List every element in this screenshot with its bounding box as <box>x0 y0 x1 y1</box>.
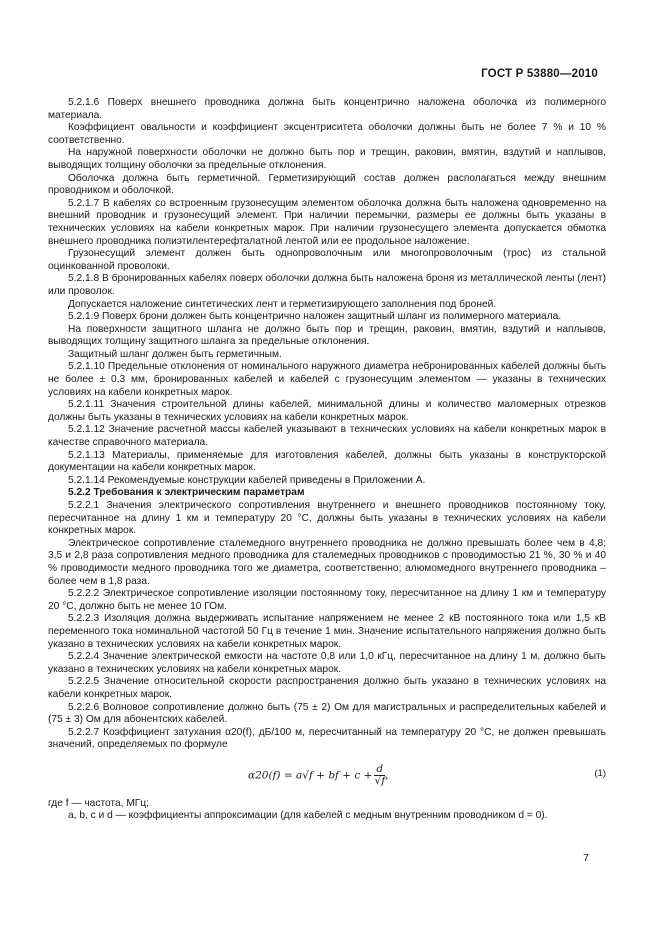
paragraph: Допускается наложение синтетических лент и герметизирующего заполнения под броней. <box>68 298 497 310</box>
paragraph: Оболочка должна быть герметичной. Герметизирующий состав должен располагаться между внешним проводником и оболочкой. <box>48 172 606 197</box>
paragraph: Грузонесущий элемент должен быть однопроволочным или многопроволочным (трос) из стальной оцинкованной проволоки. <box>48 248 606 272</box>
paragraph: 5.2.1.8 В бронированных кабелях поверх оболочки должна быть наложена броня из металлической ленты (лент) или проволок. <box>48 273 606 297</box>
paragraph: 5.2.1.12 Значение расчетной массы кабелей указывают в технических условиях на кабели конкретных марок в качестве справочного материала. <box>48 424 606 449</box>
formula-numerator: d <box>376 762 384 775</box>
paragraph: 5.2.1.9 Поверх брони должен быть концентрично наложен защитный шланг из полимерного материала. <box>68 311 562 323</box>
paragraph: Электрическое сопротивление сталемедного внутреннего проводника не должно превышать более чем в 4,8; 3,5 и 2,8 раза сопротивления медного проводника для сталемедных проводников с проводимостью 21 %, 30 % и 40 % проводимости медного проводника того же диаметра, соответственно; алюмомедного внутреннего проводника – более чем в 1,8 раза. <box>48 537 606 587</box>
definition-f: где f — частота, МГц; <box>48 797 149 809</box>
paragraph: 5.2.2.5 Значение относительной скорости распространения должно быть указано в технических условиях на кабели конкретных марок. <box>48 676 606 700</box>
paragraph: 5.2.2.1 Значения электрического сопротивления внутреннего и внешнего проводников постоянному току, пересчитанное на длину 1 км и температуру 20 °С, должны быть указаны в технических условиях на кабели конкретных марок. <box>48 500 606 537</box>
equation-number: (1) <box>594 767 606 779</box>
formula-tail: , <box>385 769 389 782</box>
paragraph: 5.2.1.6 Поверх внешнего проводника должна быть концентрично наложена оболочка из полимерного материала. <box>48 97 606 121</box>
paragraph: 5.2.2.6 Волновое сопротивление должно быть (75 ± 2) Ом для магистральных и распределительных кабелей и (75 ± 3) Ом для абонентских кабелей. <box>48 701 606 726</box>
paragraph: Коэффициент овальности и коэффициент эксцентриситета оболочки должны быть не более 7 % и 10 % соответственно. <box>48 122 606 146</box>
paragraph: 5.2.1.10 Предельные отклонения от номинального наружного диаметра небронированных кабелей должны быть не более ± 0,3 мм, бронированных кабелей и кабелей с грузонесущим элементом — указаны в технических условиях на кабели конкретных марок. <box>48 361 606 398</box>
paragraph: 5.2.2.7 Коэффициент затухания α20(f), дБ/100 м, пересчитанный на температуру 20 °С, не должен превышать значений, определяемых по формуле <box>48 726 606 751</box>
paragraph: 5.2.1.11 Значения строительной длины кабелей, минимальной длины и количество маломерных отрезков должны быть указаны в технических условиях на кабели конкретных марок. <box>48 399 606 423</box>
paragraph: 5.2.2.2 Электрическое сопротивление изоляции постоянному току, пересчитанное на длину 1 км и температуру 20 °С, должно быть не менее 10 ГОм. <box>48 588 606 612</box>
formula-lhs: α20(f) = a√f + bf + c + <box>248 769 373 782</box>
document-code: ГОСТ Р 53880—2010 <box>481 68 598 80</box>
section-heading: 5.2.2 Требования к электрическим параметрам <box>68 487 305 499</box>
formula-block <box>48 756 606 796</box>
page-body <box>48 97 606 823</box>
formula-expression <box>248 764 389 787</box>
definition-abcd: a, b, c и d — коэффициенты аппроксимации (для кабелей с медным внутренним проводником d = 0). <box>68 810 548 822</box>
paragraph: На наружной поверхности оболочки не должно быть пор и трещин, раковин, вмятин, вздутий и наплывов, выводящих толщину оболочки за предельные отклонения. <box>48 147 606 171</box>
formula-denominator: √f <box>374 774 386 787</box>
paragraph: На поверхности защитного шланга не должно быть пор и трещин, раковин, вмятин, вздутий и наплывов, выводящих толщину защитного шланга за предельные отклонения. <box>48 323 606 348</box>
paragraph: Защитный шланг должен быть герметичным. <box>68 348 282 360</box>
paragraph: 5.2.1.14 Рекомендуемые конструкции кабелей приведены в Приложении А. <box>68 474 426 486</box>
page-number: 7 <box>583 852 589 864</box>
paragraph: 5.2.2.4 Значение электрической емкости на частоте 0,8 или 1,0 кГц, пересчитанное на длину 1 м, должно быть указано в технических условиях на кабели конкретных марок. <box>48 651 606 675</box>
formula-fraction <box>374 764 385 787</box>
paragraph: 5.2.1.7 В кабелях со встроенным грузонесущим элементом оболочка должна быть наложена одновременно на внешний проводник и грузонесущий элемент. При наличии перемычки, размеры ее должны быть указаны в технических условиях на кабели конкретных марок. При наличии грузонесущего элемента допускается обмотка внешнего проводника полиэтилентерефталатной лентой или ее продольное наложение. <box>48 197 606 247</box>
paragraph: 5.2.1.13 Материалы, применяемые для изготовления кабелей, должны быть указаны в конструкторской документации на кабели конкретных марок. <box>48 449 606 474</box>
paragraph: 5.2.2.3 Изоляция должна выдерживать испытание напряжением не менее 2 кВ постоянного тока или 1,5 кВ переменного тока номинальной частотой 50 Гц в течение 1 мин. Значение испытательного напряжения должно быть указано в технических условиях на кабели конкретных марок. <box>48 613 606 650</box>
